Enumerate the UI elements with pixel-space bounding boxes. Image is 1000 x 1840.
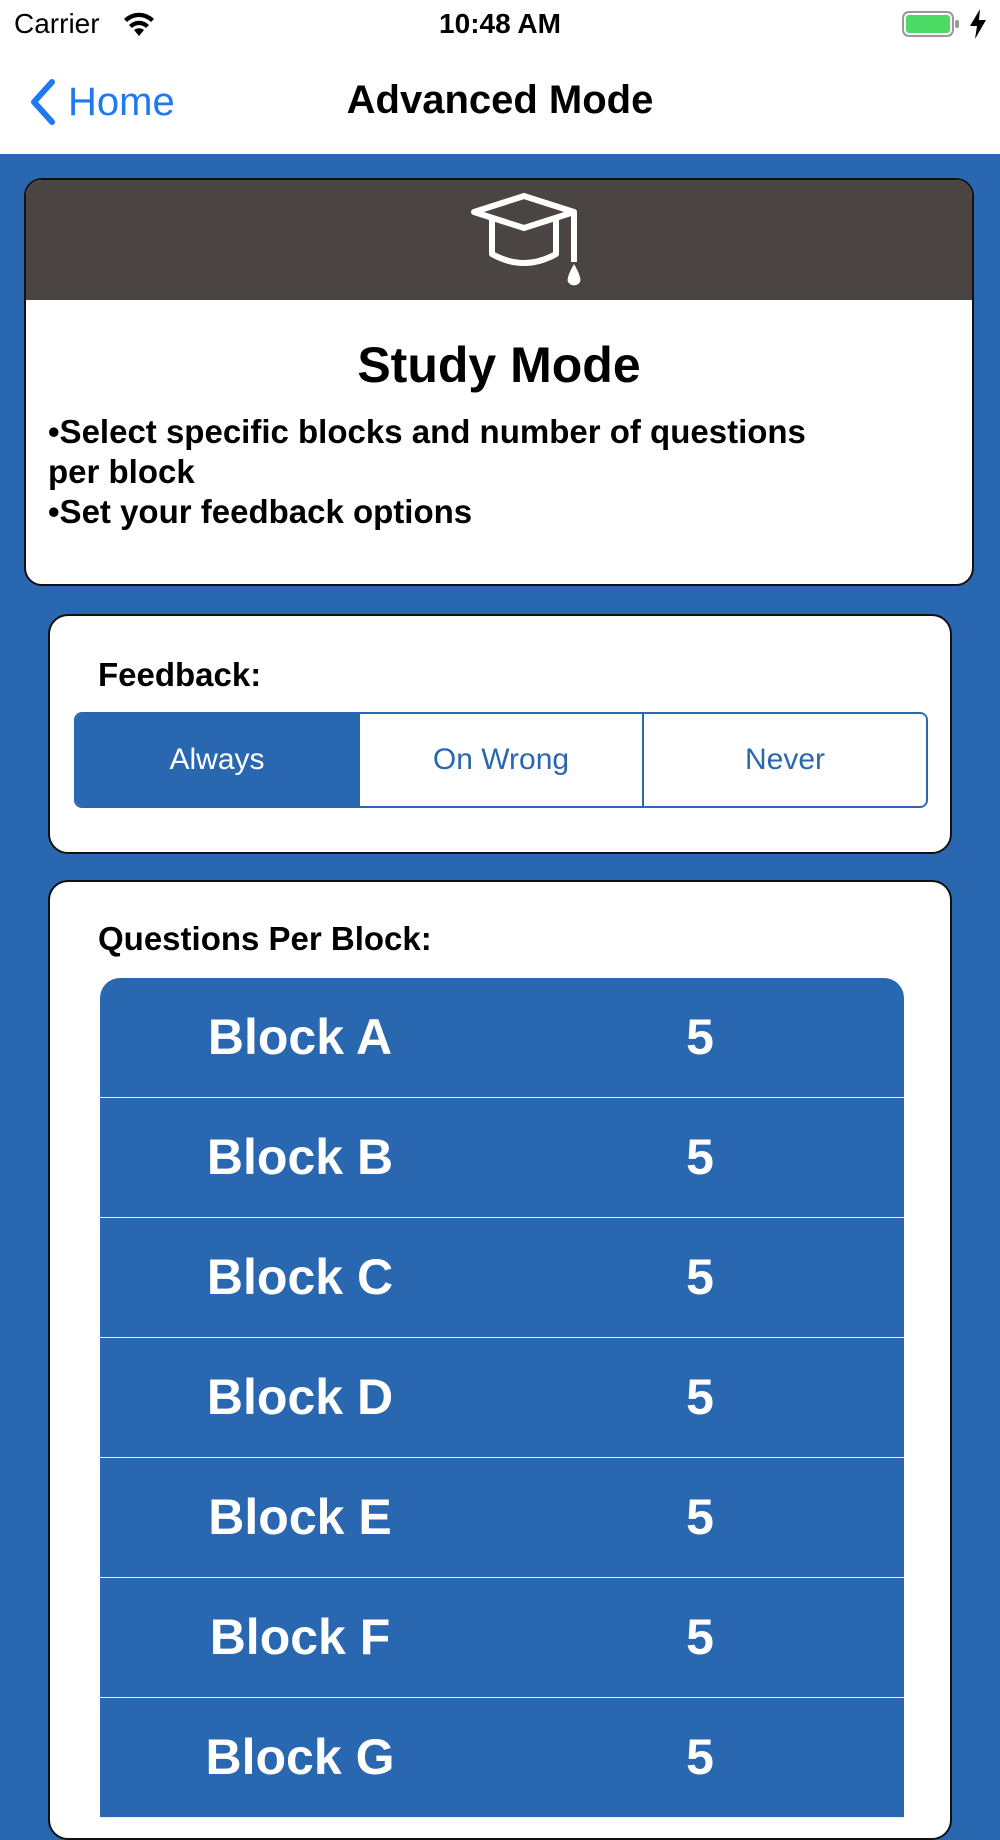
block-name: Block E — [208, 1489, 392, 1545]
charging-bolt-icon — [968, 8, 988, 40]
graduation-cap-icon — [462, 188, 586, 296]
navigation-bar — [0, 50, 1000, 154]
status-bar — [0, 0, 1000, 50]
block-count: 5 — [686, 1489, 714, 1545]
page-title: Advanced Mode — [346, 78, 654, 122]
block-row-c[interactable] — [100, 1218, 904, 1338]
study-mode-card — [24, 178, 974, 586]
block-name: Block A — [207, 1009, 393, 1065]
block-list[interactable] — [100, 978, 904, 1818]
block-name: Block B — [206, 1129, 394, 1185]
feedback-card — [48, 614, 952, 854]
clock: 10:48 AM — [439, 8, 561, 39]
feedback-option-always[interactable]: Always — [76, 714, 358, 806]
card-header — [26, 180, 972, 300]
bullet-blocks: •Select specific blocks and number of questions per block — [48, 413, 806, 490]
feedback-option-on-wrong[interactable]: On Wrong — [358, 714, 642, 806]
carrier-label: Carrier — [14, 8, 100, 39]
questions-label: Questions Per Block: — [98, 920, 432, 957]
block-name: Block D — [206, 1369, 394, 1425]
card-bullets — [48, 412, 848, 532]
block-count: 5 — [686, 1729, 714, 1785]
feedback-option-never[interactable]: Never — [642, 714, 926, 806]
block-row-g[interactable] — [100, 1698, 904, 1818]
block-count: 5 — [686, 1249, 714, 1305]
block-row-d[interactable] — [100, 1338, 904, 1458]
block-row-e[interactable] — [100, 1458, 904, 1578]
block-row-f[interactable] — [100, 1578, 904, 1698]
block-count: 5 — [686, 1609, 714, 1665]
bullet-feedback: •Set your feedback options — [48, 493, 473, 530]
block-name: Block G — [205, 1729, 395, 1785]
block-name: Block F — [209, 1609, 391, 1665]
block-row-a[interactable] — [100, 978, 904, 1098]
card-title: Study Mode — [357, 337, 641, 393]
feedback-segmented-control — [74, 712, 928, 808]
block-name: Block C — [206, 1249, 394, 1305]
block-count: 5 — [686, 1129, 714, 1185]
questions-per-block-card — [48, 880, 952, 1840]
battery-icon — [902, 10, 960, 38]
feedback-label: Feedback: — [98, 656, 262, 693]
block-count: 5 — [686, 1009, 714, 1065]
block-row-b[interactable] — [100, 1098, 904, 1218]
block-count: 5 — [686, 1369, 714, 1425]
back-label: Home — [68, 79, 175, 124]
